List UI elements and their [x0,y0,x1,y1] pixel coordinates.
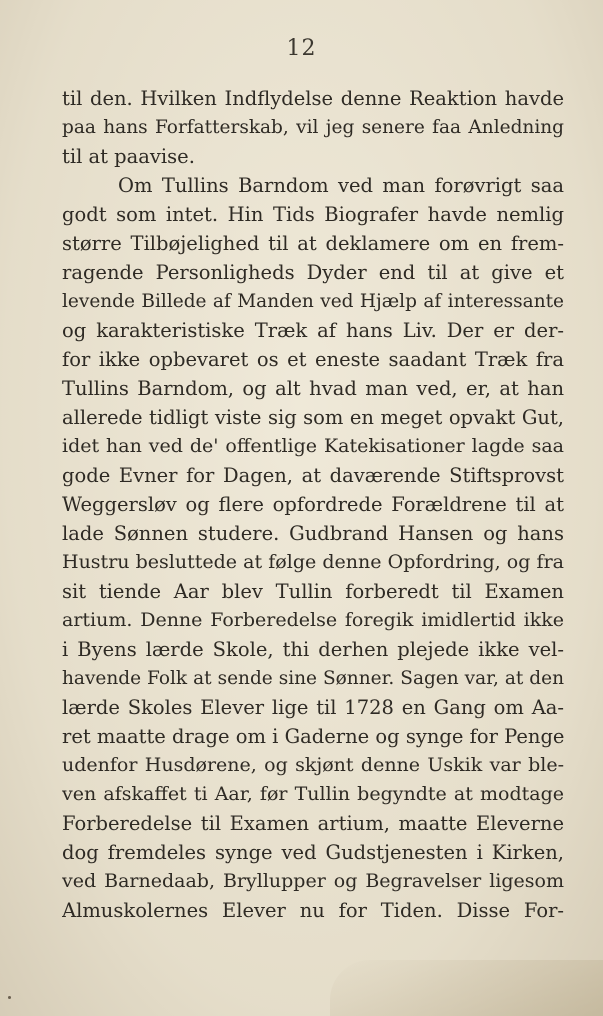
text-line: Tullins Barndom, og alt hvad man ved, er, at han [62,377,564,400]
text-line: ved Barnedaab, Bryllupper og Begravelser ligesom [62,870,564,892]
text-line: ret maatte drage om i Gaderne og synge for Penge [62,725,564,748]
text-line: til at paavise. [62,145,195,168]
text-line: allerede tidligt viste sig som en meget opvakt Gut, [62,406,564,429]
text-line: for ikke opbevaret os et eneste saadant Træk fra [62,348,564,371]
text-line: gode Evner for Dagen, at daværende Stiftsprovst [62,464,564,487]
text-line: havende Folk at sende sine Sønner. Sagen var, at den [62,668,564,689]
text-line: Forberedelse til Examen artium, maatte Eleverne [62,812,564,835]
text-line: ragende Personligheds Dyder end til at give et [62,261,564,284]
text-line: Hustru besluttede at følge denne Opfordring, og fra [62,551,564,573]
text-line: ven afskaffet ti Aar, før Tullin begyndte at modtage [62,783,564,805]
text-line: Weggersløv og flere opfordrede Forældrene til at [62,493,564,516]
text-line: lade Sønnen studere. Gudbrand Hansen og hans [62,522,564,545]
text-line: Om Tullins Barndom ved man forøvrigt saa [118,174,564,197]
text-line: Almuskolernes Elever nu for Tiden. Disse For- [62,899,564,922]
text-line: levende Billede af Manden ved Hjælp af interessante [62,291,564,312]
text-line: paa hans Forfatterskab, vil jeg senere faa Anledning [62,117,564,138]
text-line: i Byens lærde Skole, thi derhen plejede ikke vel- [62,638,564,661]
text-line: til den. Hvilken Indflydelse denne Reaktion havde [62,87,564,110]
text-line: idet han ved de' offentlige Katekisationer lagde saa [62,435,564,457]
page-number: 12 [286,36,317,61]
text-line: dog fremdeles synge ved Gudstjenesten i Kirken, [62,841,564,864]
text-line: sit tiende Aar blev Tullin forberedt til Examen [62,580,564,603]
text-line: og karakteristiske Træk af hans Liv. Der er der- [62,319,564,342]
ink-speck [8,996,11,999]
text-line: lærde Skoles Elever lige til 1728 en Gang om Aa- [62,696,564,719]
paper-stain [330,960,603,1016]
body-text [62,84,564,925]
text-line: godt som intet. Hin Tids Biografer havde nemlig [62,203,564,226]
text-line: artium. Denne Forberedelse foregik imidlertid ikke [62,609,564,631]
text-line: udenfor Husdørene, og skjønt denne Uskik var ble- [62,754,564,776]
text-line: større Tilbøjelighed til at deklamere om en frem- [62,232,564,255]
